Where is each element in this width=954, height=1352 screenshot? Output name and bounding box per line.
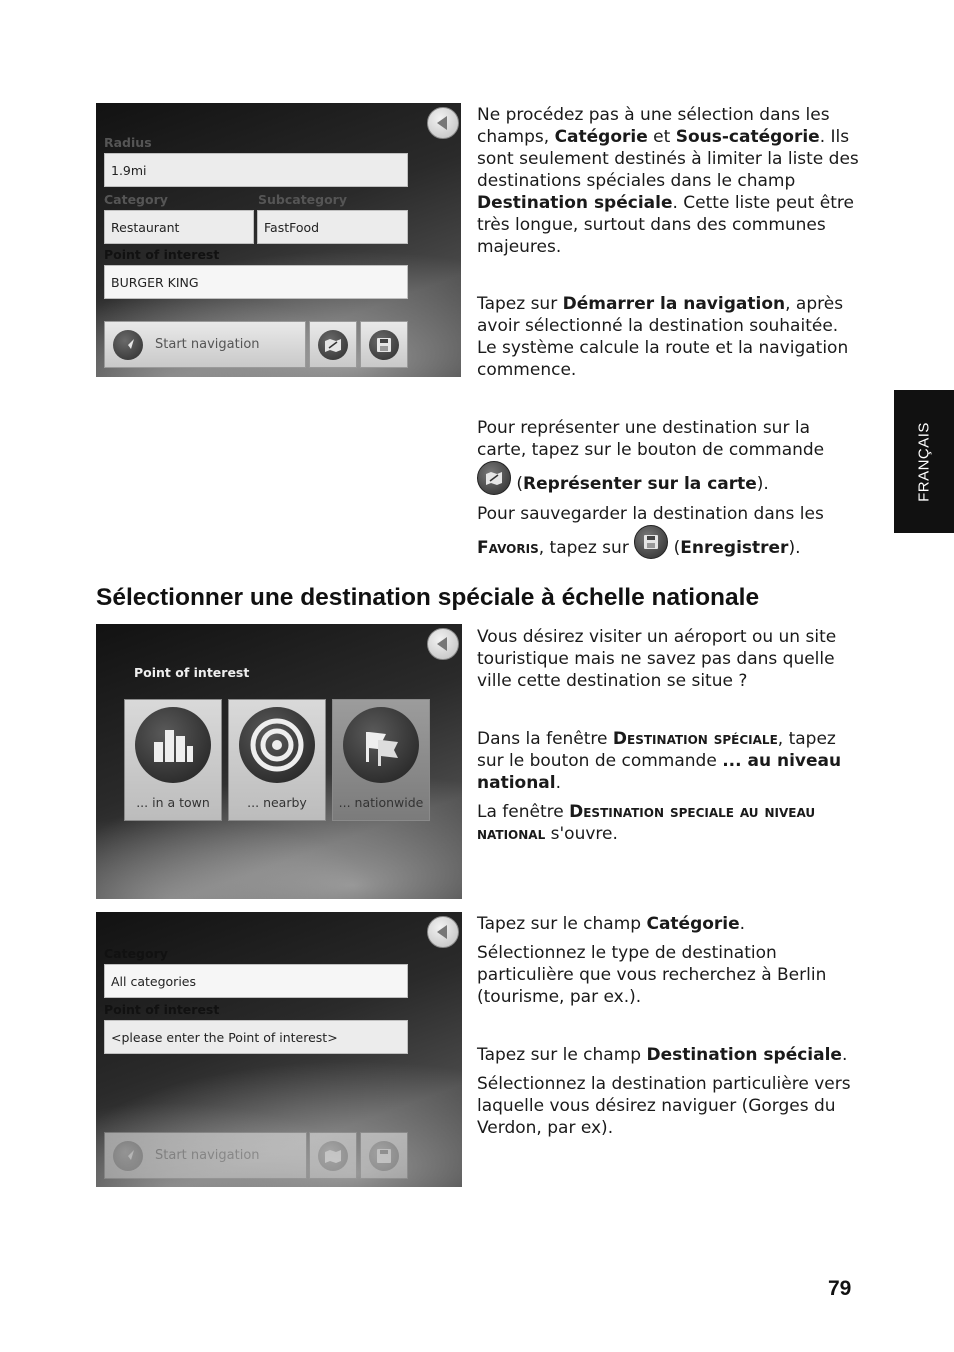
save-icon [634,525,668,559]
paragraph-nationwide-button: Dans la fenêtre Destination spéciale, tapez sur le bouton de commande ... au niveau national. [477,729,842,793]
map-icon [318,330,348,360]
paragraph-save-favorites: Pour sauvegarder la destination dans les Favoris, tapez sur (Enregistrer). [477,504,824,558]
poi-field[interactable]: BURGER KING [104,265,408,299]
save-disk-icon [369,1141,399,1171]
start-navigation-label: Start navigation [155,337,260,352]
map-icon [318,1141,348,1171]
show-on-map-icon [477,461,511,495]
save-disk-icon [369,330,399,360]
navigation-arrow-icon [113,1141,143,1171]
back-button[interactable] [427,628,459,660]
nearby-tile[interactable] [228,699,326,821]
save-button[interactable] [360,321,408,368]
screenshot-poi-scope [96,624,462,899]
subcategory-field[interactable]: FastFood [257,210,408,244]
radius-field[interactable]: 1.9mi [104,153,408,187]
navigation-arrow-icon [113,330,143,360]
screenshot-category-search [96,912,462,1187]
back-arrow-icon [437,925,447,939]
paragraph-select-type: Sélectionnez le type de destination particulière que vous recherchez à Berlin (tourisme, par ex.). [477,943,827,1007]
paragraph-window-opens: La fenêtre Destination speciale au niveau national s'ouvre. [477,802,816,844]
language-side-tab [894,390,954,533]
paragraph-tap-category: Tapez sur le champ Catégorie. [477,914,746,934]
section-heading: Sélectionner une destination spéciale à échelle nationale [96,584,760,611]
flags-icon [343,707,419,783]
in-a-town-tile[interactable] [124,699,222,821]
back-arrow-icon [437,637,447,651]
start-navigation-label: Start navigation [155,1148,260,1163]
text-block-3 [477,913,862,1139]
text-block-1 [477,104,862,559]
page-number: 79 [828,1277,852,1300]
nearby-label: ... nearby [247,795,307,810]
town-buildings-icon [135,707,211,783]
category-field[interactable]: All categories [104,964,408,998]
start-navigation-button[interactable] [104,321,306,368]
show-on-map-button[interactable] [309,1132,357,1179]
paragraph-field-selection: Ne procédez pas à une sélection dans les champs, Catégorie et Sous-catégorie. Ils sont seulement destinés à limiter la liste des destinations spéciales dans le champ Destination spéciale. Cette liste peut être très longue, surtout dans des communes majeures. [477,105,859,257]
screenshot-poi-search [96,103,461,377]
radius-label: Radius [104,135,152,150]
in-a-town-label: ... in a town [136,795,210,810]
poi-label: Point of interest [104,1002,220,1017]
poi-field[interactable]: <please enter the Point of interest> [104,1020,408,1054]
poi-label: Point of interest [104,247,220,262]
back-button[interactable] [427,916,459,948]
show-on-map-button[interactable] [309,321,357,368]
nationwide-label: ... nationwide [338,795,424,810]
start-navigation-button[interactable] [104,1132,307,1179]
target-icon [239,707,315,783]
back-button[interactable] [427,107,459,139]
category-label: Category [104,192,168,207]
category-field[interactable]: Restaurant [104,210,254,244]
nationwide-tile[interactable] [332,699,430,821]
back-arrow-icon [437,116,447,130]
save-button[interactable] [360,1132,408,1179]
side-tab-label: FRANÇAIS [915,422,933,502]
paragraph-intro: Vous désirez visiter un aéroport ou un site touristique mais ne savez pas dans quelle ville cette destination se situe ? [477,627,837,691]
paragraph-select-destination: Sélectionnez la destination particulière vers laquelle vous désirez naviguer (Gorges du Verdon, par ex). [477,1074,851,1138]
category-label: Category [104,946,168,961]
subcategory-label: Subcategory [258,192,347,207]
poi-label: Point of interest [134,665,250,680]
paragraph-tap-destination: Tapez sur le champ Destination spéciale. [477,1045,848,1065]
text-block-2 [477,626,862,845]
paragraph-show-map: Pour représenter une destination sur la carte, tapez sur le bouton de commande (Représenter sur la carte). [477,418,825,494]
paragraph-start-navigation: Tapez sur Démarrer la navigation, après avoir sélectionné la destination souhaitée. Le système calcule la route et la navigation commence. [477,294,849,380]
